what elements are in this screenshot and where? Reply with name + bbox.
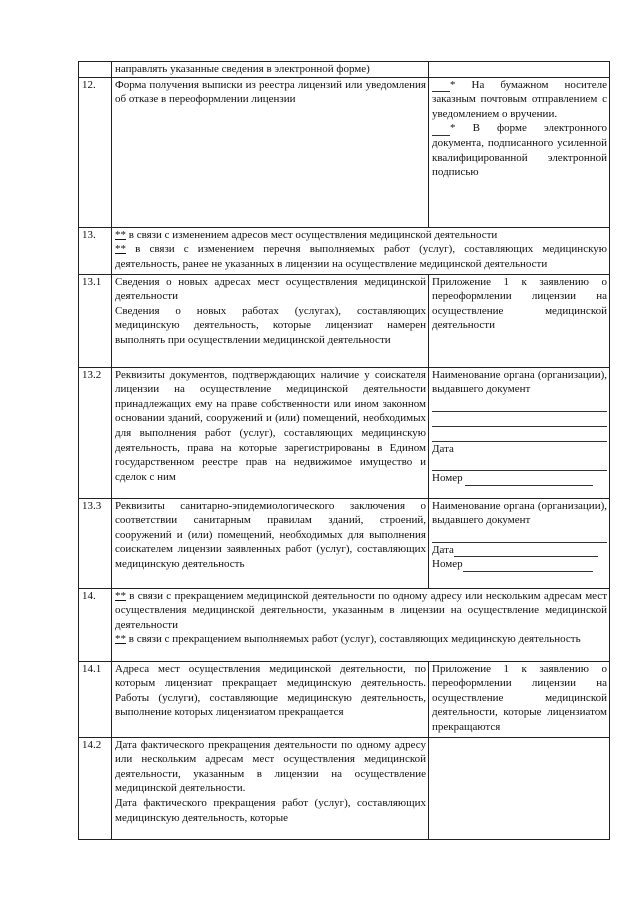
delivery-option-paper: * На бумажном носителе заказным почтовым отправлением с уведомлением о вручении. xyxy=(432,78,607,120)
row-main-cell: Реквизиты санитарно-эпидемиологического заключения о соответствии санитарным правилам зданий, строений, сооружений и (или) помещений, необходимых для выполнения соискателем лицензии заявленных работ (услуг), составляющих медицинскую деятельность xyxy=(112,498,429,588)
row-main-cell: Реквизиты документов, подтверждающих наличие у соискателя лицензии на осуществление медицинской деятельности принадлежащих ему на праве собственности или ином законном основании зданий, сооружений и (или) помещений, необходимых для выполнения работ (услуг), составляющих медицинскую деятельность, права на которые зарегистрированы в Едином государственном реестре прав на недвижимое имущество и сделок с ним xyxy=(112,367,429,498)
number-input-line[interactable] xyxy=(463,560,593,572)
row-number-cell: 13.2 xyxy=(79,367,112,498)
option-checkbox-blank[interactable] xyxy=(432,80,450,92)
option-mark[interactable]: ** xyxy=(115,228,126,241)
reason-option-address-stop: ** в связи с прекращением медицинской деятельности по одному адресу или нескольким адресам мест осуществления медицинской деятельности, указанным в лицензии на осуществление медицинской деятельности xyxy=(115,589,607,631)
row-right-cell: Наименование органа (организации), выдавшего документ Дата Номер xyxy=(429,367,610,498)
table-row xyxy=(79,367,610,498)
row-number-cell: 12. xyxy=(79,77,112,227)
table-row xyxy=(79,274,610,367)
row-number-cell: 14. xyxy=(79,588,112,661)
license-reissue-form-table xyxy=(78,61,610,840)
row-right-cell: Приложение 1 к заявлению о переоформлении лицензии на осуществление медицинской деятельности, которые лицензиатом прекращаются xyxy=(429,661,610,737)
row-main-cell: Сведения о новых адресах мест осуществления медицинской деятельности Сведения о новых работах (услугах), составляющих медицинскую деятельность, которые лицензиат намерен выполнять при осуществлении медицинской деятельности xyxy=(112,274,429,367)
row-wide-cell xyxy=(112,588,610,661)
table-row xyxy=(79,227,610,274)
date-input-line[interactable] xyxy=(454,545,598,557)
table-row xyxy=(79,588,610,661)
row-right-cell xyxy=(429,62,610,78)
row-number-cell: 13. xyxy=(79,227,112,274)
option-mark[interactable]: ** xyxy=(115,589,126,602)
reason-option-services: ** в связи с изменением перечня выполняемых работ (услуг), составляющих медицинскую деятельность, ранее не указанных в лицензии на осуществление медицинской деятельности xyxy=(115,243,607,270)
row-number-cell: 13.1 xyxy=(79,274,112,367)
table-row xyxy=(79,77,610,227)
row-number-cell: 13.3 xyxy=(79,498,112,588)
row-main-cell: Адреса мест осуществления медицинской деятельности, по которым лицензиат прекращает медицинскую деятельность. Работы (услуги), составляющие медицинскую деятельность, выполнение которых лицензиатом прекращается xyxy=(112,661,429,737)
issuer-input-line[interactable] xyxy=(432,530,607,543)
issuer-input-line[interactable] xyxy=(432,399,607,412)
row-right-cell: Приложение 1 к заявлению о переоформлении лицензии на осуществление медицинской деятельности xyxy=(429,274,610,367)
row-wide-cell xyxy=(112,227,610,274)
option-mark[interactable]: ** xyxy=(115,243,126,256)
reason-option-service-stop: ** в связи с прекращением выполняемых работ (услуг), составляющих медицинскую деятельность xyxy=(115,633,581,646)
table-row xyxy=(79,661,610,737)
issuer-input-line[interactable] xyxy=(432,429,607,442)
table-row xyxy=(79,498,610,588)
row-number-cell xyxy=(79,62,112,78)
row-main-cell: направлять указанные сведения в электронной форме) xyxy=(112,62,429,78)
row-main-cell: Форма получения выписки из реестра лицензий или уведомления об отказе в переоформлении лицензии xyxy=(112,77,429,227)
reason-option-addresses: ** в связи с изменением адресов мест осуществления медицинской деятельности xyxy=(115,228,498,241)
delivery-option-electronic: * В форме электронного документа, подписанного усиленной квалифицированной электронной подписью xyxy=(432,122,607,179)
row-number-cell: 14.1 xyxy=(79,661,112,737)
row-right-cell xyxy=(429,737,610,839)
date-input-line[interactable] xyxy=(432,458,607,471)
row-right-cell xyxy=(429,77,610,227)
row-right-cell: Наименование органа (организации), выдавшего документ Дата Номер xyxy=(429,498,610,588)
table-row xyxy=(79,62,610,78)
table-row xyxy=(79,737,610,839)
number-input-line[interactable] xyxy=(465,474,593,486)
issuer-input-line[interactable] xyxy=(432,414,607,427)
option-mark[interactable]: ** xyxy=(115,633,126,646)
option-checkbox-blank[interactable] xyxy=(432,124,450,136)
row-main-cell: Дата фактического прекращения деятельности по одному адресу или нескольким адресам мест осуществления медицинской деятельности, указанным в лицензии на осуществление медицинской деятельности. Дата фактического прекращения работ (услуг), составляющих медицинскую деятельность, которые xyxy=(112,737,429,839)
row-number-cell: 14.2 xyxy=(79,737,112,839)
